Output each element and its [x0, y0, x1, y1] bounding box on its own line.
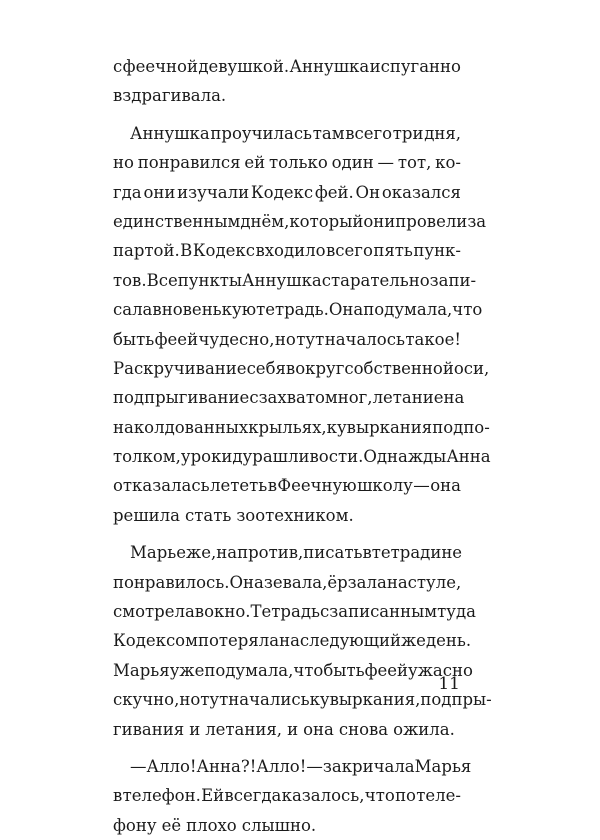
text-line: партой. В Кодекс входило всего пять пунк-	[113, 241, 461, 261]
text-line: с феечной девушкой. Аннушка испуганно	[113, 57, 461, 76]
text-line: Марья уже подумала, что быть феей ужасно	[113, 660, 473, 680]
text-line: вздрагивала.	[113, 86, 227, 106]
text-line: быть феей чудесно, но тут началось такое!	[113, 329, 461, 349]
paragraph	[113, 52, 461, 111]
text-line: подпрыгивание с захватом ног, летание на	[113, 388, 465, 408]
paragraph	[113, 538, 492, 744]
text-line: единственным днём, который они провели за	[113, 211, 487, 231]
text-line: фону её плохо слышно.	[113, 815, 317, 835]
text-line: но понравился ей только один — тот, ко-	[113, 153, 461, 173]
text-line: смотрела в окно. Тетрадь с записанным туда	[113, 602, 476, 622]
text-line: Марье же, напротив, писать в тетради не	[130, 543, 463, 563]
text-line: толком, уроки дурашливости. Однажды Анна	[113, 447, 491, 467]
text-line: сала в новенькую тетрадь. Она подумала, что	[113, 300, 483, 320]
paragraph	[113, 752, 472, 840]
text-line: гда они изучали Кодекс фей. Он оказался	[113, 182, 461, 202]
page-number: 11	[438, 674, 460, 694]
text-line: наколдованных крыльях, кувыркания под по-	[113, 417, 490, 437]
text-line: — Алло! Анна?! Алло! — закричала Марья	[130, 756, 472, 776]
text-line: Кодексом потеряла на следующий же день.	[113, 631, 472, 651]
body-text	[113, 52, 492, 840]
paragraph-gap	[113, 744, 461, 752]
text-line: в телефон. Ей всегда казалось, что по теле-	[113, 786, 461, 806]
paragraph-gap	[113, 111, 461, 119]
text-line: решила стать зоотехником.	[113, 505, 354, 525]
text-line: Аннушка проучилась там всего три дня,	[130, 123, 461, 143]
text-line: Раскручивание себя вокруг собственной оси,	[113, 358, 490, 378]
text-line: понравилось. Она зевала, ёрзала на стуле,	[113, 572, 462, 592]
paragraph	[113, 119, 491, 530]
text-line: скучно, но тут начались кувыркания, подпры-	[113, 690, 492, 710]
paragraph-gap	[113, 530, 461, 538]
text-line: гивания и летания, и она снова ожила.	[113, 719, 455, 739]
text-line: отказалась лететь в Феечную школу — она	[113, 476, 461, 496]
text-line: тов. Все пункты Аннушка старательно запи-	[113, 270, 477, 290]
